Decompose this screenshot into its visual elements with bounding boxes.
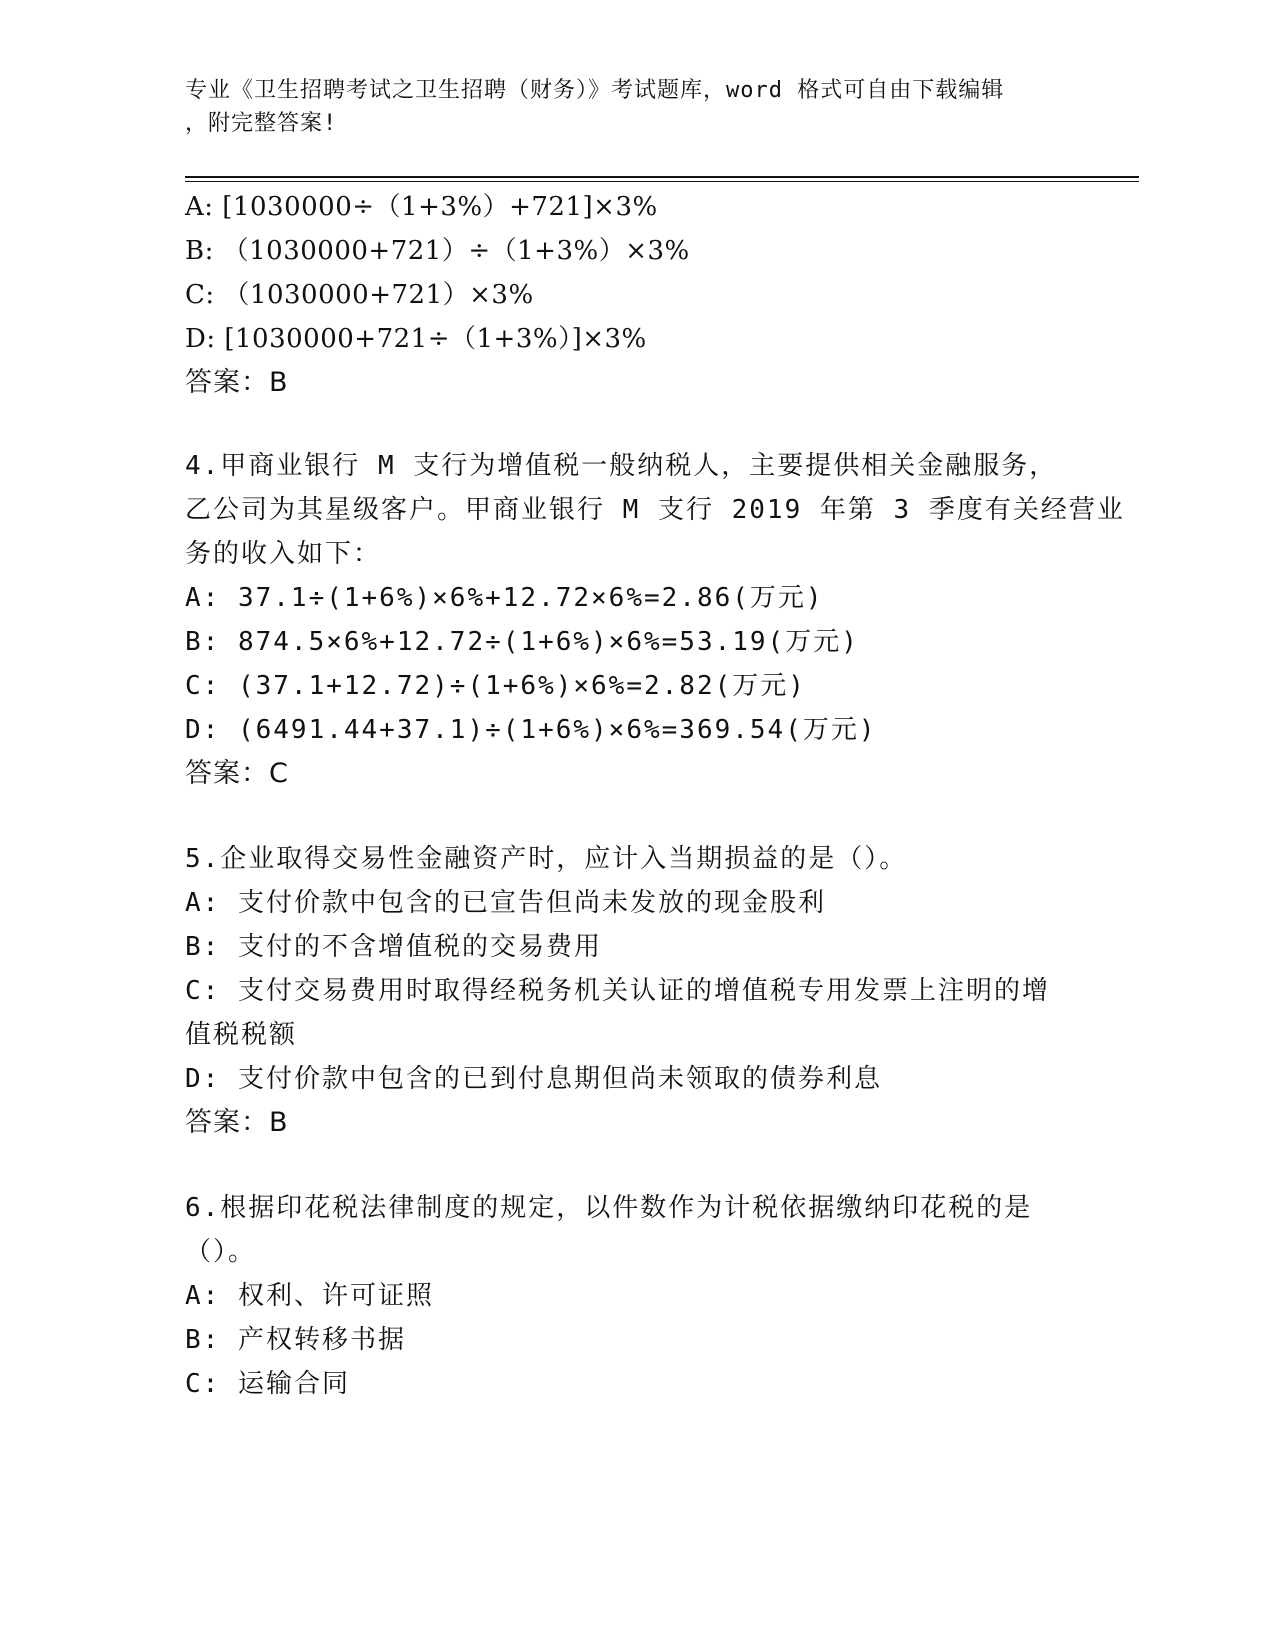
q4-stem-line2: 乙公司为其星级客户。甲商业银行 M 支行 2019 年第 3 季度有关经营业 <box>185 495 1125 525</box>
q3-option-b: B: （1030000+721）÷（1+3%）×3% <box>185 236 690 266</box>
header-divider-thin <box>185 181 1139 182</box>
q4-option-d: D: (6491.44+37.1)÷(1+6%)×6%=369.54(万元) <box>185 715 877 745</box>
q5-option-d: D: 支付价款中包含的已到付息期但尚未领取的债券利息 <box>185 1064 882 1094</box>
q5-answer: 答案：B <box>185 1107 289 1138</box>
q5-option-c-line1: C: 支付交易费用时取得经税务机关认证的增值税专用发票上注明的增 <box>185 976 1050 1006</box>
document-header <box>185 74 1065 140</box>
q6-option-b: B: 产权转移书据 <box>185 1325 406 1355</box>
q4-stem-line3: 务的收入如下： <box>185 539 382 569</box>
q4-option-b: B: 874.5×6%+12.72÷(1+6%)×6%=53.19(万元) <box>185 627 859 657</box>
q4-answer: 答案：C <box>185 758 289 789</box>
q4-option-c: C: (37.1+12.72)÷(1+6%)×6%=2.82(万元) <box>185 671 806 701</box>
q6-option-a: A: 权利、许可证照 <box>185 1281 434 1311</box>
q3-option-d: D: [1030000+721÷（1+3%）]×3% <box>185 324 647 354</box>
q6-stem-line2: （）。 <box>185 1237 257 1267</box>
header-title-line1: 专业《卫生招聘考试之卫生招聘（财务）》考试题库，word 格式可自由下载编辑 <box>185 78 1005 103</box>
q5-option-b: B: 支付的不含增值税的交易费用 <box>185 932 602 962</box>
q3-option-c: C: （1030000+721）×3% <box>185 280 534 310</box>
q6-stem-line1: 6.根据印花税法律制度的规定，以件数作为计税依据缴纳印花税的是 <box>185 1193 1033 1223</box>
q5-option-c-line2: 值税税额 <box>185 1020 298 1050</box>
q4-stem-line1: 4.甲商业银行 M 支行为增值税一般纳税人，主要提供相关金融服务， <box>185 451 1058 481</box>
q5-stem: 5.企业取得交易性金融资产时，应计入当期损益的是（）。 <box>185 844 908 874</box>
q4-option-a: A: 37.1÷(1+6%)×6%+12.72×6%=2.86(万元) <box>185 583 824 613</box>
q6-option-c: C: 运输合同 <box>185 1369 350 1399</box>
header-title-line2: ，附完整答案! <box>185 111 338 136</box>
q5-option-a: A: 支付价款中包含的已宣告但尚未发放的现金股利 <box>185 888 826 918</box>
q3-option-a: A: [1030000÷（1+3%）+721]×3% <box>185 192 658 222</box>
q3-answer: 答案：B <box>185 367 289 398</box>
header-divider <box>185 176 1139 178</box>
